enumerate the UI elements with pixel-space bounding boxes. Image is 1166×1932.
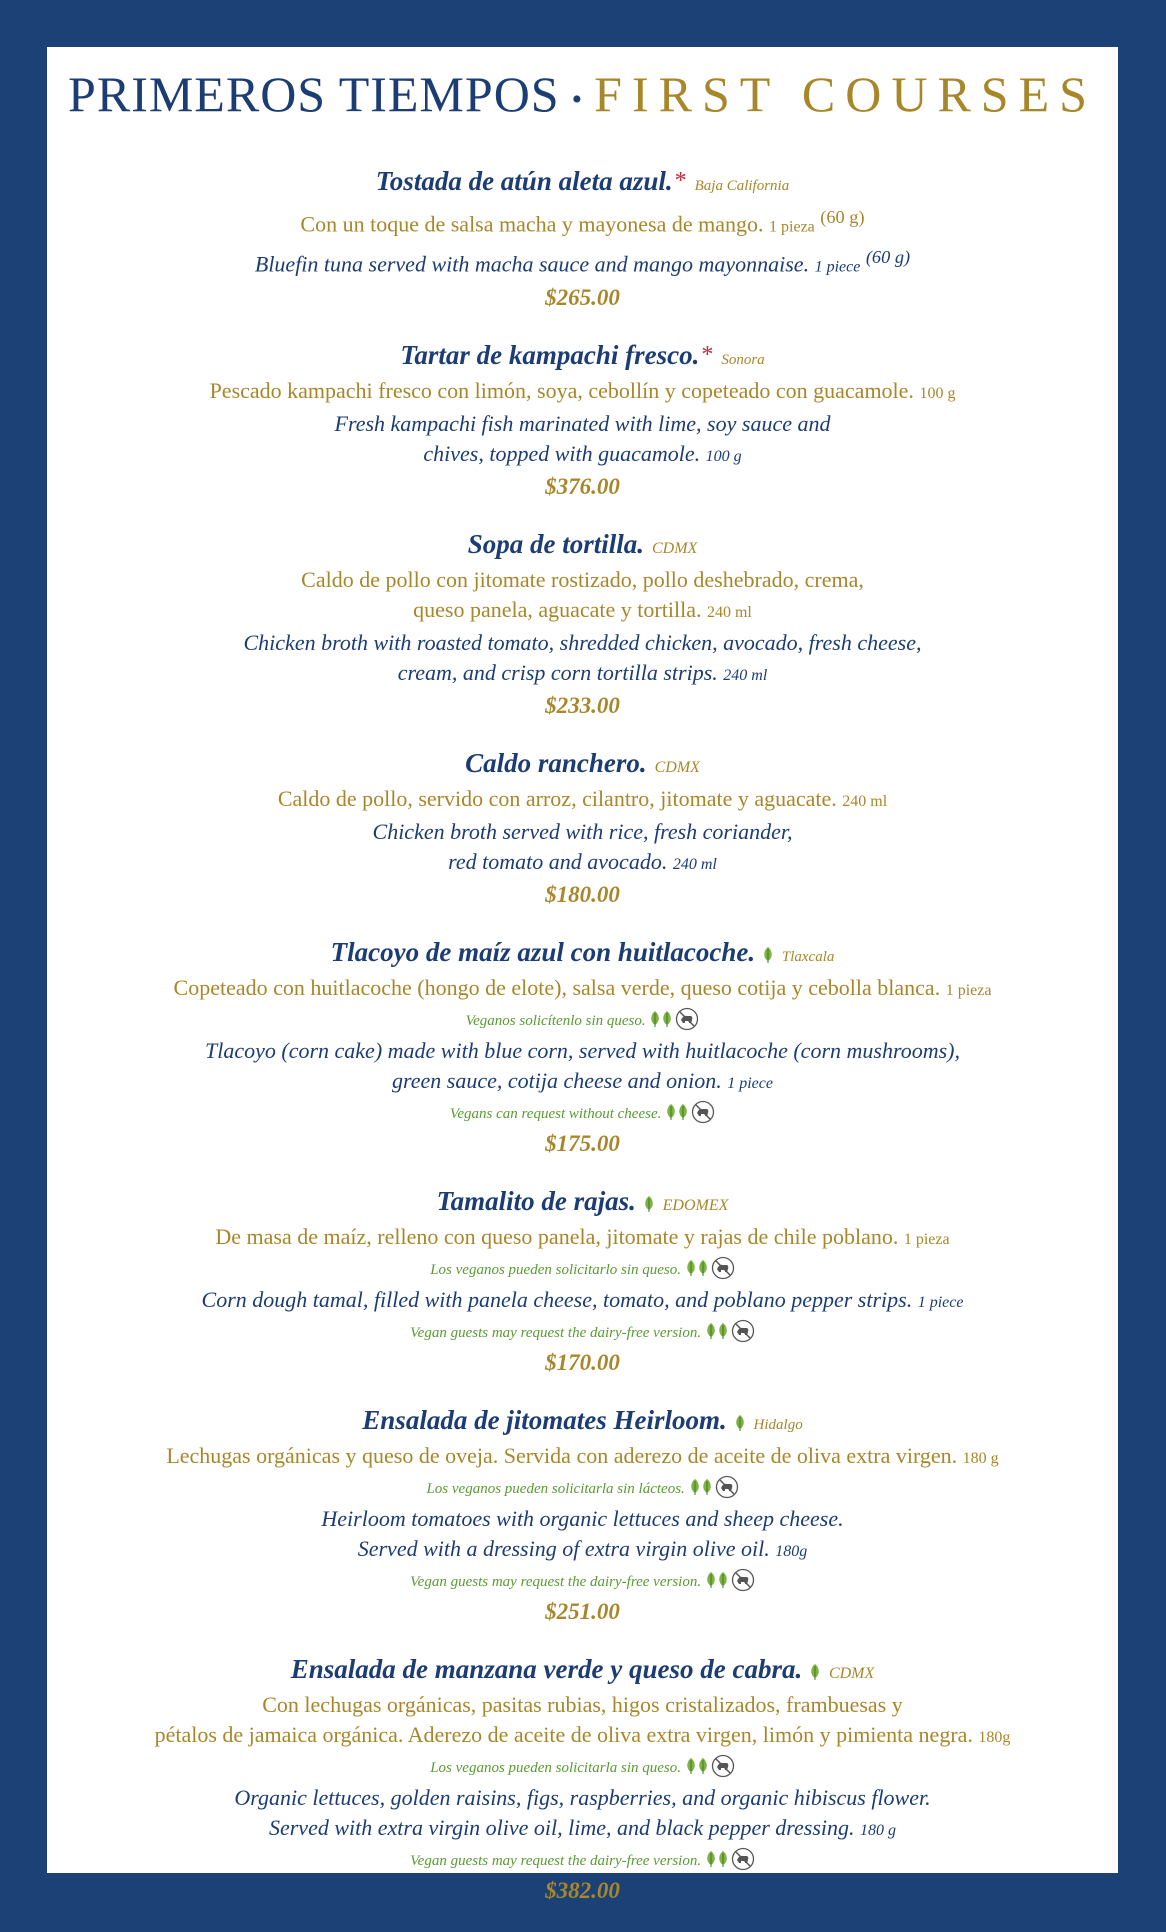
english-description (47, 628, 1118, 658)
vegan-note-text: Vegans can request without cheese. (449, 1105, 662, 1122)
portion-weight: (60 g) (820, 207, 865, 227)
portion-size: 240 ml (842, 792, 888, 810)
english-description-text: Heirloom tomatoes with organic lettuces and sheep cheese. (321, 1505, 844, 1531)
spanish-description (47, 595, 1118, 628)
dish-title (47, 1404, 1118, 1441)
dairy-free-icon (711, 1256, 735, 1280)
portion-size: 180g (978, 1728, 1011, 1746)
vegan-note (47, 1846, 1118, 1876)
dish-price: $180.00 (545, 881, 620, 907)
leaf-icon (762, 947, 774, 963)
vegan-note-text: Vegan guests may request the dairy-free version. (410, 1324, 702, 1341)
leaf-icon (717, 1572, 729, 1588)
menu-item (47, 1185, 1118, 1378)
english-description (47, 1813, 1118, 1846)
dish-name: Tamalito de rajas. (436, 1185, 636, 1216)
english-description (47, 1066, 1118, 1099)
vegan-note-text: Los veganos pueden solicitarlo sin queso. (430, 1261, 682, 1278)
leaf-icon (689, 1479, 701, 1495)
leaf-icon (717, 1851, 729, 1867)
leaf-icon (701, 1479, 713, 1495)
dish-price: $170.00 (545, 1349, 620, 1375)
dish-price: $233.00 (545, 692, 620, 718)
english-description-text: Chicken broth served with rice, fresh coriander, (372, 818, 793, 844)
dish-name: Tlacoyo de maíz azul con huitlacoche. (330, 936, 756, 967)
spanish-description-text: Copeteado con huitlacoche (hongo de elote), salsa verde, queso cotija y cebolla blanca. (173, 974, 941, 1000)
dish-title (47, 1653, 1118, 1690)
portion-size: 180 g (962, 1449, 999, 1467)
dish-name: Ensalada de manzana verde y queso de cabra. (290, 1653, 803, 1684)
english-description-text: Served with a dressing of extra virgin olive oil. (357, 1535, 770, 1561)
english-description-text: Fresh kampachi fish marinated with lime, soy sauce and (334, 410, 831, 436)
leaf-icon (665, 1104, 677, 1120)
english-description (47, 409, 1118, 439)
menu-item (47, 528, 1118, 721)
portion-size: 1 piece (814, 258, 861, 276)
english-description (47, 1285, 1118, 1318)
dish-title (47, 528, 1118, 565)
leaf-icon (734, 1415, 746, 1431)
vegan-note (47, 1006, 1118, 1036)
english-description-text: Organic lettuces, golden raisins, figs, raspberries, and organic hibiscus flower. (234, 1784, 931, 1810)
english-description-text: Served with extra virgin olive oil, lime, and black pepper dressing. (268, 1814, 855, 1840)
english-description-text: Corn dough tamal, filled with panela cheese, tomato, and poblano pepper strips. (201, 1286, 913, 1312)
english-description (47, 658, 1118, 691)
leaf-icon (705, 1323, 717, 1339)
dish-title (47, 936, 1118, 973)
menu-header (47, 65, 1118, 123)
portion-size: 100 g (705, 447, 742, 465)
spanish-description-text: queso panela, aguacate y tortilla. (413, 596, 702, 622)
menu-item (47, 1404, 1118, 1627)
portion-size: 100 g (919, 384, 956, 402)
spanish-description (47, 1720, 1118, 1753)
dairy-free-icon (731, 1568, 755, 1592)
dish-title (47, 747, 1118, 784)
spanish-description-text: Pescado kampachi fresco con limón, soya, cebollín y copeteado con guacamole. (209, 377, 914, 403)
leaf-icon (677, 1104, 689, 1120)
header-spanish-title: PRIMEROS TIEMPOS (68, 66, 560, 122)
menu-item (47, 1653, 1118, 1906)
english-description-text: red tomato and avocado. (448, 848, 668, 874)
portion-size: 1 pieza (945, 981, 992, 999)
dish-region: CDMX (828, 1664, 875, 1682)
spanish-description (47, 1222, 1118, 1255)
dish-title (47, 339, 1118, 376)
menu-panel (47, 47, 1118, 1903)
vegan-note (47, 1567, 1118, 1597)
dish-title (47, 165, 1118, 202)
portion-size: 1 piece (917, 1293, 964, 1311)
leaf-icon (649, 1011, 661, 1027)
english-description-text: chives, topped with guacamole. (423, 440, 701, 466)
dairy-free-icon (731, 1319, 755, 1343)
leaf-icon (705, 1572, 717, 1588)
vegan-note-text: Vegan guests may request the dairy-free version. (410, 1852, 702, 1869)
portion-size: 240 ml (706, 603, 752, 621)
spanish-description (47, 202, 1118, 242)
leaf-icon (809, 1664, 821, 1680)
vegan-note-text: Vegan guests may request the dairy-free version. (410, 1573, 702, 1590)
english-description-text: green sauce, cotija cheese and onion. (392, 1067, 722, 1093)
leaf-icon (717, 1323, 729, 1339)
vegan-note (47, 1474, 1118, 1504)
leaf-icon (705, 1851, 717, 1867)
english-description (47, 847, 1118, 880)
vegan-note (47, 1255, 1118, 1285)
portion-weight: (60 g) (865, 247, 911, 268)
dish-region: Sonora (721, 351, 765, 368)
dish-region: CDMX (651, 539, 698, 557)
star-icon: * (674, 168, 687, 194)
dish-price: $376.00 (545, 473, 620, 499)
leaf-icon (685, 1758, 697, 1774)
english-description (47, 817, 1118, 847)
dish-region: Hidalgo (753, 1416, 803, 1433)
dish-region: Tlaxcala (781, 948, 835, 965)
vegan-note-text: Los veganos pueden solicitarla sin lácteos. (426, 1480, 685, 1497)
menu-item (47, 165, 1118, 313)
header-separator: • (571, 82, 583, 116)
dish-name: Ensalada de jitomates Heirloom. (362, 1404, 727, 1435)
dish-name: Tostada de atún aleta azul. (375, 166, 673, 196)
dish-region: EDOMEX (662, 1196, 729, 1214)
dish-title (47, 1185, 1118, 1222)
header-english-title: FIRST COURSES (594, 66, 1097, 122)
dish-region: Baja California (694, 178, 790, 194)
dish-price: $175.00 (545, 1130, 620, 1156)
dish-price: $265.00 (545, 284, 620, 310)
dish-price: $382.00 (545, 1877, 620, 1903)
dairy-free-icon (675, 1007, 699, 1031)
english-description (47, 1783, 1118, 1813)
spanish-description-text: Con un toque de salsa macha y mayonesa de mango. (300, 211, 764, 237)
english-description-text: Chicken broth with roasted tomato, shredded chicken, avocado, fresh cheese, (243, 629, 922, 655)
spanish-description (47, 1690, 1118, 1720)
dish-price: $251.00 (545, 1598, 620, 1624)
spanish-description (47, 784, 1118, 817)
spanish-description (47, 973, 1118, 1006)
dairy-free-icon (715, 1475, 739, 1499)
leaf-icon (661, 1011, 673, 1027)
star-icon: * (701, 341, 714, 368)
english-description (47, 1534, 1118, 1567)
spanish-description (47, 376, 1118, 409)
spanish-description-text: De masa de maíz, relleno con queso panela, jitomate y rajas de chile poblano. (215, 1223, 899, 1249)
portion-size: 1 pieza (769, 218, 815, 236)
dish-name: Tartar de kampachi fresco. (400, 339, 700, 370)
spanish-description-text: pétalos de jamaica orgánica. Aderezo de aceite de oliva extra virgen, limón y pimienta negra. (154, 1721, 973, 1747)
vegan-note-text: Veganos solicítenlo sin queso. (465, 1012, 646, 1029)
english-description-text: cream, and crisp corn tortilla strips. (397, 659, 718, 685)
english-description (47, 1036, 1118, 1066)
dish-name: Caldo ranchero. (465, 747, 647, 778)
english-description (47, 439, 1118, 472)
vegan-note (47, 1099, 1118, 1129)
dish-region: CDMX (654, 758, 700, 776)
dairy-free-icon (711, 1754, 735, 1778)
dish-list (47, 165, 1118, 1932)
spanish-description-text: Caldo de pollo, servido con arroz, cilantro, jitomate y aguacate. (277, 785, 837, 811)
dairy-free-icon (691, 1100, 715, 1124)
english-description-text: Bluefin tuna served with macha sauce and mango mayonnaise. (254, 251, 810, 277)
leaf-icon (685, 1260, 697, 1276)
leaf-icon (643, 1196, 655, 1212)
menu-item (47, 747, 1118, 910)
portion-size: 1 pieza (903, 1230, 950, 1248)
portion-size: 180 g (860, 1821, 897, 1839)
portion-size: 240 ml (672, 855, 717, 873)
vegan-note-text: Los veganos pueden solicitarla sin queso. (430, 1759, 682, 1776)
vegan-note (47, 1318, 1118, 1348)
leaf-icon (697, 1260, 709, 1276)
english-description (47, 242, 1118, 282)
spanish-description (47, 1441, 1118, 1474)
dish-name: Sopa de tortilla. (467, 528, 644, 559)
spanish-description (47, 565, 1118, 595)
portion-size: 240 ml (723, 666, 768, 684)
spanish-description-text: Lechugas orgánicas y queso de oveja. Servida con aderezo de aceite de oliva extra virgen. (166, 1442, 958, 1468)
portion-size: 1 piece (727, 1074, 773, 1092)
portion-size: 180g (775, 1542, 808, 1560)
vegan-note (47, 1753, 1118, 1783)
dairy-free-icon (731, 1847, 755, 1871)
menu-item (47, 339, 1118, 502)
spanish-description-text: Con lechugas orgánicas, pasitas rubias, higos cristalizados, frambuesas y (262, 1691, 903, 1717)
menu-item (47, 936, 1118, 1159)
spanish-description-text: Caldo de pollo con jitomate rostizado, pollo deshebrado, crema, (301, 566, 864, 592)
leaf-icon (697, 1758, 709, 1774)
english-description (47, 1504, 1118, 1534)
english-description-text: Tlacoyo (corn cake) made with blue corn, served with huitlacoche (corn mushrooms), (205, 1037, 960, 1063)
